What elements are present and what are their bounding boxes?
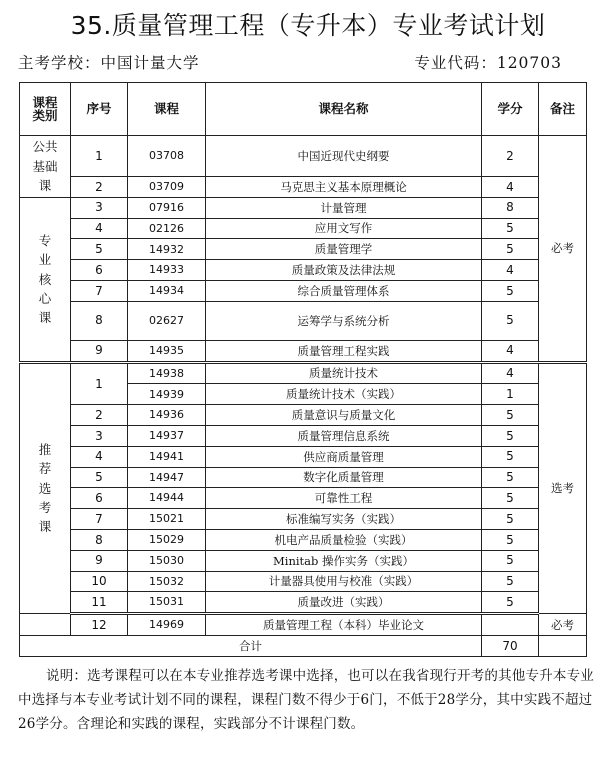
table-row: 8 15029 机电产品质量检验（实践） 5	[20, 529, 587, 550]
header-category: 课程类别	[20, 83, 71, 136]
category-public: 公共 基础 课	[20, 136, 71, 198]
exam-plan-table	[19, 82, 587, 657]
header-name: 课程名称	[206, 83, 482, 136]
table-row: 公共 基础 课 1 03708 中国近现代史纲要 2 必考	[20, 136, 587, 177]
table-row: 6 14933 质量政策及法律法规 4	[20, 260, 587, 281]
table-row: 4 02126 应用文写作 5	[20, 218, 587, 239]
total-label: 合计	[20, 635, 482, 656]
table-row: 9 14935 质量管理工程实践 4	[20, 340, 587, 362]
table-row: 2 03709 马克思主义基本原理概论 4	[20, 177, 587, 198]
table-row: 5 14932 质量管理学 5	[20, 239, 587, 260]
table-row: 7 15021 标准编写实务（实践） 5	[20, 509, 587, 530]
table-header-row	[20, 83, 587, 136]
category-core: 专 业 核 心 课	[20, 197, 71, 362]
header-code: 课程	[128, 83, 206, 136]
header-remark: 备注	[539, 83, 587, 136]
total-credit: 70	[482, 635, 539, 656]
school-label: 主考学校：中国计量大学	[18, 54, 200, 72]
header-seq: 序号	[71, 83, 128, 136]
category-elective: 推 荐 选 考 课	[20, 362, 71, 614]
table-row: 8 02627 运筹学与系统分析 5	[20, 301, 587, 340]
table-row: 11 15031 质量改进（实践） 5	[20, 592, 587, 614]
table-row-thesis: 12 14969 质量管理工程（本科）毕业论文 必考	[20, 614, 587, 636]
major-code-label: 专业代码：120703	[414, 54, 562, 72]
table-row: 10 15032 计量器具使用与校准（实践） 5	[20, 571, 587, 592]
table-row: 3 14937 质量管理信息系统 5	[20, 425, 587, 446]
remark-required: 必考	[539, 136, 587, 363]
note-paragraph: 说明：选考课程可以在本专业推荐选考课中选择，也可以在我省现行开考的其他专升本专业中选择与本专业考试计划不同的课程，课程门数不得少于6门，不低于28学分，其中实践不超过26学分。含理论和实践的课程，实践部分不计课程门数。	[18, 668, 594, 732]
table-row: 2 14936 质量意识与质量文化 5	[20, 405, 587, 426]
table-row: 14939 质量统计技术（实践） 1	[20, 384, 587, 405]
table-row: 4 14941 供应商质量管理 5	[20, 446, 587, 467]
table-row: 5 14947 数字化质量管理 5	[20, 467, 587, 488]
table-row: 6 14944 可靠性工程 5	[20, 488, 587, 509]
table-row: 推 荐 选 考 课 1 14938 质量统计技术 4 选考	[20, 362, 587, 384]
table-row: 专 业 核 心 课 3 07916 计量管理 8	[20, 197, 587, 218]
table-row: 9 15030 Minitab 操作实务（实践） 5	[20, 550, 587, 571]
page-title: 35.质量管理工程（专升本）专业考试计划	[70, 11, 546, 40]
header-credit: 学分	[482, 83, 539, 136]
remark-elective: 选考	[539, 362, 587, 614]
table-row-total	[20, 635, 587, 656]
table-row: 7 14934 综合质量管理体系 5	[20, 280, 587, 301]
